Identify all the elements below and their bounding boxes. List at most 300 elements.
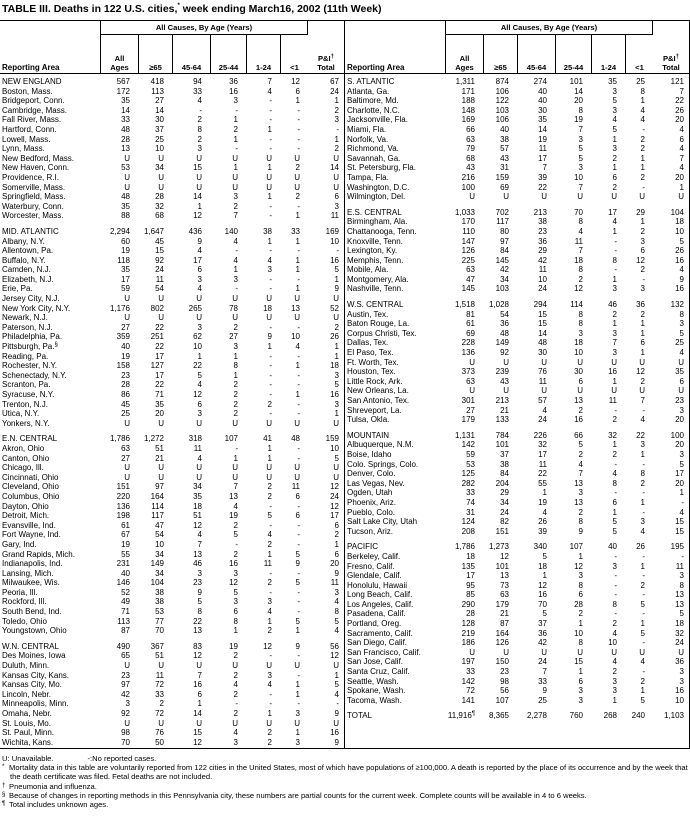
value-cell: 19 xyxy=(538,134,547,144)
section-total-row xyxy=(345,208,689,218)
value-cell: 213 xyxy=(533,207,547,217)
reporting-area-cell: Hartford, Conn. xyxy=(2,124,57,134)
value-cell: 1 xyxy=(233,453,238,463)
value-cell: 24 xyxy=(538,657,547,667)
table-row xyxy=(0,125,344,135)
value-cell: 4 xyxy=(334,597,339,607)
value-cell: 62 xyxy=(193,332,202,342)
value-cell: 159 xyxy=(325,434,339,444)
value-cell: 39 xyxy=(538,526,547,536)
value-cell: 37 xyxy=(538,619,547,629)
value-cell: 9 xyxy=(578,526,583,536)
value-cell: 1 xyxy=(197,699,202,709)
value-cell: U xyxy=(639,647,645,657)
section-total-row xyxy=(345,77,689,87)
value-cell: U xyxy=(294,463,300,473)
value-cell: 38 xyxy=(538,217,547,227)
value-cell: 18 xyxy=(574,338,583,348)
value-cell: 3 xyxy=(612,561,617,571)
value-cell: 1 xyxy=(612,376,617,386)
value-cell: 26 xyxy=(330,332,339,342)
reporting-area-cell: Chattanooga, Tenn. xyxy=(347,226,417,236)
value-cell: 2 xyxy=(233,409,238,419)
value-cell: 32 xyxy=(155,201,164,211)
value-cell: 3 xyxy=(197,568,202,578)
value-cell: 40 xyxy=(121,568,130,578)
value-cell: 22 xyxy=(155,342,164,352)
value-cell: - xyxy=(297,322,300,332)
value-cell: 16 xyxy=(608,367,617,377)
value-cell: 8 xyxy=(578,217,583,227)
table-row xyxy=(345,527,689,537)
reporting-area-cell: Yonkers, N.Y. xyxy=(2,418,50,428)
value-cell: 51 xyxy=(155,443,164,453)
table-row xyxy=(0,419,344,429)
table-row xyxy=(345,552,689,562)
value-cell: 22 xyxy=(675,96,684,106)
value-cell: 14 xyxy=(330,163,339,173)
value-cell: 110 xyxy=(462,226,475,236)
value-cell: 60 xyxy=(121,236,130,246)
value-cell: 103 xyxy=(495,105,509,115)
value-cell: 1 xyxy=(640,348,645,358)
value-cell: - xyxy=(642,405,645,415)
value-cell: 2 xyxy=(640,376,645,386)
section-total-row xyxy=(0,434,344,444)
value-cell: - xyxy=(614,459,617,469)
value-cell: 1 xyxy=(267,453,272,463)
value-cell: 1 xyxy=(612,226,617,236)
value-cell: 59 xyxy=(121,284,130,294)
value-cell: 19 xyxy=(229,511,238,521)
table-row xyxy=(0,569,344,579)
value-cell: - xyxy=(297,651,300,661)
value-cell: 2 xyxy=(233,380,238,390)
table-row xyxy=(0,463,344,473)
value-cell: 72 xyxy=(155,680,164,690)
reporting-area-cell: Washington, D.C. xyxy=(347,182,410,192)
value-cell: 17 xyxy=(330,511,339,521)
value-cell: 6 xyxy=(334,192,339,202)
value-cell: 23 xyxy=(500,667,509,677)
value-cell: 20 xyxy=(675,172,684,182)
value-cell: 3 xyxy=(679,571,684,581)
value-cell: 22 xyxy=(538,182,547,192)
reporting-area-cell: Nashville, Tenn. xyxy=(347,284,404,294)
value-cell: 4 xyxy=(267,680,272,690)
value-cell: 2 xyxy=(267,578,272,588)
value-cell: 1 xyxy=(640,217,645,227)
col-header-all-ages: All Ages xyxy=(445,35,483,74)
value-cell: 33 xyxy=(193,86,202,96)
reporting-area-cell: Baton Rouge, La. xyxy=(347,319,410,329)
value-cell: 4 xyxy=(578,226,583,236)
value-cell: U xyxy=(678,192,684,202)
table-row xyxy=(0,626,344,636)
value-cell: U xyxy=(158,153,164,163)
table-row xyxy=(345,284,689,294)
reporting-area-cell: NEW ENGLAND xyxy=(2,77,62,86)
value-cell: 24 xyxy=(500,507,509,517)
value-cell: - xyxy=(297,201,300,211)
value-cell: 1 xyxy=(578,667,583,677)
table-row xyxy=(0,135,344,145)
value-cell: 3 xyxy=(578,488,583,498)
value-cell: 53 xyxy=(155,607,164,617)
reporting-area-cell: Duluth, Minn. xyxy=(2,661,50,671)
value-cell: 33 xyxy=(466,667,475,677)
value-cell: 213 xyxy=(495,396,509,405)
value-cell: 35 xyxy=(121,265,130,275)
value-cell: 567 xyxy=(116,77,130,86)
value-cell: U xyxy=(294,418,300,428)
value-cell: 13 xyxy=(291,303,300,313)
reporting-area-cell: Des Moines, Iowa xyxy=(2,651,66,661)
value-cell: 1,272 xyxy=(143,434,164,444)
value-cell: 24 xyxy=(330,491,339,501)
value-cell: 36 xyxy=(229,77,238,86)
value-cell: 7 xyxy=(542,163,547,173)
value-cell: 35 xyxy=(538,115,547,125)
value-cell: 3 xyxy=(640,440,645,450)
value-cell: 23 xyxy=(193,578,202,588)
value-cell: 127 xyxy=(150,361,164,371)
reporting-area-cell: Waterbury, Conn. xyxy=(2,201,64,211)
value-cell: 2 xyxy=(640,309,645,319)
value-cell: 2 xyxy=(233,689,238,699)
value-cell: U xyxy=(678,357,684,367)
reporting-area-cell: Toledo, Ohio xyxy=(2,616,47,626)
value-cell: 5 xyxy=(334,265,339,275)
value-cell: 7 xyxy=(578,182,583,192)
value-cell: 34 xyxy=(500,274,509,284)
value-cell: 20 xyxy=(574,96,583,106)
value-cell: 146 xyxy=(116,578,130,588)
value-cell: - xyxy=(269,96,272,106)
reporting-area-cell: Somerville, Mass. xyxy=(2,182,66,192)
value-cell: - xyxy=(297,124,300,134)
value-cell: 63 xyxy=(466,134,475,144)
value-cell: U xyxy=(333,463,339,473)
value-cell: 9 xyxy=(542,686,547,696)
value-cell: 85 xyxy=(466,590,475,600)
value-cell: 10 xyxy=(574,628,583,638)
value-cell: 2 xyxy=(640,226,645,236)
reporting-area-cell: Lowell, Mass. xyxy=(2,134,51,144)
value-cell: - xyxy=(614,488,617,498)
reporting-area-cell: Baltimore, Md. xyxy=(347,96,399,106)
value-cell: - xyxy=(297,370,300,380)
value-cell: 2 xyxy=(640,134,645,144)
value-cell: - xyxy=(297,568,300,578)
reporting-area-cell: Reading, Pa. xyxy=(2,351,49,361)
value-cell: 47 xyxy=(155,520,164,530)
value-cell: - xyxy=(297,453,300,463)
reporting-area-cell: San Antonio, Tex. xyxy=(347,396,410,405)
value-cell: 18 xyxy=(330,361,339,371)
value-cell: 8 xyxy=(578,319,583,329)
value-cell: 8 xyxy=(612,478,617,488)
reporting-area-cell: Birmingham, Ala. xyxy=(347,217,408,227)
value-cell: 3 xyxy=(267,670,272,680)
value-cell: - xyxy=(235,539,238,549)
value-cell: 3 xyxy=(612,284,617,294)
value-cell: - xyxy=(297,105,300,115)
value-cell: 63 xyxy=(121,443,130,453)
table-row xyxy=(345,396,689,406)
value-cell: 43 xyxy=(500,153,509,163)
value-cell: 10 xyxy=(155,539,164,549)
value-cell: 1 xyxy=(267,163,272,173)
col-header-1-24: 1-24 xyxy=(591,35,625,74)
value-cell: 3 xyxy=(197,409,202,419)
value-cell: 1 xyxy=(640,328,645,338)
value-cell: 9 xyxy=(267,332,272,342)
value-cell: 97 xyxy=(155,482,164,492)
value-cell: 5 xyxy=(295,578,300,588)
value-cell: 3 xyxy=(612,105,617,115)
value-cell: 10 xyxy=(155,144,164,154)
value-cell: 15 xyxy=(155,246,164,256)
value-cell: 5 xyxy=(612,526,617,536)
value-cell: 41 xyxy=(263,434,272,444)
value-cell: 145 xyxy=(495,255,509,265)
table-row xyxy=(0,313,344,323)
table-row xyxy=(0,607,344,617)
value-cell: 50 xyxy=(155,737,164,747)
value-cell: - xyxy=(642,124,645,134)
value-cell: 43 xyxy=(466,163,475,173)
value-cell: 1 xyxy=(233,351,238,361)
value-cell: 71 xyxy=(121,607,130,617)
value-cell: 23 xyxy=(121,670,130,680)
value-cell: 28 xyxy=(155,192,164,202)
value-cell: 2 xyxy=(233,322,238,332)
value-cell: 3 xyxy=(267,265,272,275)
value-cell: 66 xyxy=(466,124,475,134)
value-cell: - xyxy=(269,501,272,511)
value-cell: - xyxy=(614,246,617,256)
value-cell: - xyxy=(269,322,272,332)
value-cell: 197 xyxy=(461,657,475,667)
value-cell: 1,647 xyxy=(143,226,164,236)
value-cell: 30 xyxy=(538,105,547,115)
value-cell: 282 xyxy=(461,478,475,488)
value-cell: 7 xyxy=(578,124,583,134)
value-cell: 2 xyxy=(233,651,238,661)
value-cell: 10 xyxy=(330,236,339,246)
value-cell: 2 xyxy=(578,507,583,517)
table-row xyxy=(345,377,689,387)
value-cell: 6 xyxy=(197,399,202,409)
value-cell: 5 xyxy=(542,609,547,619)
value-cell: 2 xyxy=(267,737,272,747)
value-cell: 5 xyxy=(578,144,583,154)
value-cell: - xyxy=(297,587,300,597)
value-cell: 3 xyxy=(233,597,238,607)
value-cell: 16 xyxy=(330,390,339,399)
value-cell: 38 xyxy=(263,226,272,236)
value-cell: 15 xyxy=(193,728,202,738)
value-cell: U xyxy=(503,647,509,657)
value-cell: 101 xyxy=(569,77,583,86)
value-cell: U xyxy=(232,418,238,428)
value-cell: 16 xyxy=(330,728,339,738)
value-cell: U xyxy=(333,172,339,182)
table-row xyxy=(345,96,689,106)
value-cell: U xyxy=(158,313,164,323)
table-row xyxy=(345,508,689,518)
value-cell: 1 xyxy=(640,686,645,696)
value-cell: U xyxy=(469,192,475,202)
value-cell: 1 xyxy=(612,319,617,329)
table-row xyxy=(345,310,689,320)
value-cell: 228 xyxy=(461,338,475,348)
value-cell: 4 xyxy=(640,105,645,115)
value-cell: U xyxy=(232,153,238,163)
value-cell: U xyxy=(232,294,238,304)
value-cell: U xyxy=(333,313,339,323)
value-cell: 40 xyxy=(121,342,130,352)
table-row xyxy=(345,338,689,348)
value-cell: 3 xyxy=(578,328,583,338)
value-cell: 3 xyxy=(267,597,272,607)
value-cell: - xyxy=(269,651,272,661)
value-cell: 150 xyxy=(495,657,509,667)
value-cell: 57 xyxy=(500,144,509,154)
table-row xyxy=(0,661,344,671)
value-cell: 52 xyxy=(330,303,339,313)
value-cell: 1 xyxy=(295,626,300,636)
value-cell: 21 xyxy=(500,609,509,619)
reporting-area-cell: Newark, N.J. xyxy=(2,313,48,323)
reporting-area-cell: Atlanta, Ga. xyxy=(347,86,390,96)
value-cell: 2 xyxy=(233,390,238,399)
value-cell: 10 xyxy=(608,638,617,648)
value-cell: - xyxy=(269,380,272,390)
table-row xyxy=(345,629,689,639)
value-cell: 5 xyxy=(640,599,645,609)
section-total-row xyxy=(345,431,689,441)
value-cell: U xyxy=(266,313,272,323)
value-cell: 14 xyxy=(121,105,130,115)
value-cell: 2 xyxy=(334,322,339,332)
value-cell: 169 xyxy=(325,226,339,236)
value-cell: 133 xyxy=(495,415,509,425)
value-cell: 12 xyxy=(574,284,583,294)
table-row xyxy=(0,115,344,125)
value-cell: 106 xyxy=(495,115,509,125)
value-cell: 1 xyxy=(542,571,547,581)
table-row xyxy=(0,275,344,285)
value-cell: 11 xyxy=(538,376,547,386)
table-row xyxy=(0,294,344,304)
value-cell: 219 xyxy=(461,628,475,638)
reporting-area-cell: Lynn, Mass. xyxy=(2,144,45,154)
value-cell: 142 xyxy=(461,676,475,686)
table-row xyxy=(0,502,344,512)
value-cell: 29 xyxy=(538,246,547,256)
value-cell: 6 xyxy=(295,511,300,521)
value-cell: 4 xyxy=(612,657,617,667)
reporting-area-cell: Fall River, Mass. xyxy=(2,115,62,125)
table-row xyxy=(345,163,689,173)
value-cell: 1 xyxy=(233,370,238,380)
value-cell: 6 xyxy=(679,134,684,144)
table-row xyxy=(0,719,344,729)
value-cell: - xyxy=(269,689,272,699)
value-cell: - xyxy=(336,246,339,256)
value-cell: 1 xyxy=(295,284,300,294)
value-cell: 6 xyxy=(197,689,202,699)
value-cell: 52 xyxy=(121,587,130,597)
value-cell: U xyxy=(294,472,300,482)
value-cell: 95 xyxy=(466,580,475,590)
value-cell: 49 xyxy=(121,597,130,607)
value-cell: 2 xyxy=(578,609,583,619)
value-cell: 16 xyxy=(675,284,684,294)
value-cell: U xyxy=(294,172,300,182)
value-cell: 39 xyxy=(538,172,547,182)
value-cell: 195 xyxy=(670,542,684,552)
col-header-25-44: 25-44 xyxy=(555,35,591,74)
value-cell: U xyxy=(124,313,130,323)
table-row xyxy=(0,690,344,700)
reporting-area-cell: Erie, Pa. xyxy=(2,284,33,294)
value-cell: 84 xyxy=(500,469,509,479)
value-cell: 71 xyxy=(155,390,164,399)
value-cell: U xyxy=(124,172,130,182)
reporting-area-cell: Rockford, Ill. xyxy=(2,597,47,607)
value-cell: 208 xyxy=(461,526,475,536)
value-cell: - xyxy=(297,443,300,453)
table-row xyxy=(345,460,689,470)
value-cell: 5 xyxy=(334,680,339,690)
value-cell: 27 xyxy=(121,322,130,332)
table-row xyxy=(345,657,689,667)
value-cell: 8 xyxy=(578,265,583,275)
value-cell: 54 xyxy=(155,530,164,540)
value-cell: 38 xyxy=(500,459,509,469)
value-cell: 5 xyxy=(640,695,645,705)
value-cell: 12 xyxy=(500,551,509,561)
value-cell: 14 xyxy=(193,709,202,718)
value-cell: 11 xyxy=(538,265,547,275)
value-cell: 5 xyxy=(295,616,300,626)
value-cell: 4 xyxy=(612,628,617,638)
value-cell: 8 xyxy=(334,607,339,617)
value-cell: 4 xyxy=(197,284,202,294)
table-row xyxy=(0,106,344,116)
value-cell: 98 xyxy=(121,728,130,738)
value-cell: 118 xyxy=(117,255,130,265)
value-cell: - xyxy=(642,609,645,619)
page-title: TABLE III. Deaths in 122 U.S. cities,* week ending March16, 2002 (11th Week) xyxy=(2,3,382,15)
value-cell: 45 xyxy=(121,399,130,409)
value-cell: U xyxy=(611,357,617,367)
value-cell: 1 xyxy=(233,134,238,144)
value-cell: 19 xyxy=(229,641,238,651)
value-cell: 3 xyxy=(334,201,339,211)
value-cell: 19 xyxy=(121,351,130,361)
footnote-pneumonia: † Pneumonia and influenza. xyxy=(2,781,97,791)
value-cell: 2 xyxy=(233,670,238,680)
value-cell: 239 xyxy=(495,367,509,377)
value-cell: 1 xyxy=(640,561,645,571)
value-cell: 11 xyxy=(608,396,617,405)
value-cell: 48 xyxy=(291,434,300,444)
value-cell: 16 xyxy=(193,680,202,690)
